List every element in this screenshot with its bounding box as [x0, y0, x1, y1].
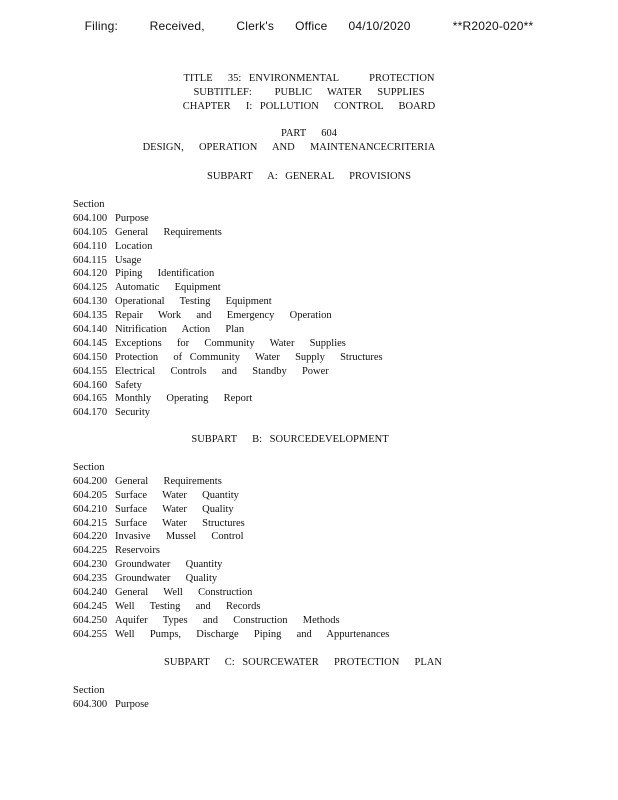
- subpart-c-heading: SUBPART C: SOURCEWATER PROTECTION PLAN: [164, 657, 442, 668]
- section-title: Groundwater Quantity: [115, 559, 223, 571]
- section-title: Operational Testing Equipment: [115, 296, 272, 308]
- section-number: 604.170: [73, 407, 108, 419]
- section-number: 604.240: [73, 587, 108, 599]
- section-number: 604.160: [73, 379, 108, 391]
- section-row: [73, 558, 593, 572]
- section-number: 604.120: [73, 268, 108, 280]
- section-number: 604.125: [73, 282, 108, 294]
- section-row: [73, 365, 593, 379]
- section-number: 604.220: [73, 531, 108, 543]
- section-label: Section: [73, 685, 105, 696]
- section-number: 604.235: [73, 573, 108, 585]
- section-number: 604.110: [73, 240, 107, 252]
- section-row: [73, 698, 593, 712]
- section-title: Invasive Mussel Control: [115, 531, 244, 543]
- section-number: 604.115: [73, 254, 107, 266]
- section-number: 604.155: [73, 365, 108, 377]
- section-number: 604.165: [73, 393, 108, 405]
- section-row: [73, 544, 593, 558]
- section-title: General Requirements: [115, 475, 222, 487]
- section-title: Surface Water Structures: [115, 517, 245, 529]
- section-title: Piping Identification: [115, 268, 215, 280]
- section-row: [73, 281, 593, 295]
- section-title: Repair Work and Emergency Operation: [115, 310, 332, 322]
- section-row: [73, 503, 593, 517]
- section-title: Location: [115, 240, 153, 252]
- section-title: Purpose: [115, 212, 149, 224]
- section-number: 604.140: [73, 324, 108, 336]
- section-title: Surface Water Quality: [115, 503, 234, 515]
- section-title: Well Testing and Records: [115, 600, 261, 612]
- section-row: [73, 614, 593, 628]
- section-row: [73, 475, 593, 489]
- section-number: 604.130: [73, 296, 108, 308]
- section-row: [73, 628, 593, 642]
- section-row: [73, 240, 593, 254]
- section-number: 604.100: [73, 212, 108, 224]
- subpart-b-section-list: [73, 461, 593, 642]
- section-title: Monthly Operating Report: [115, 393, 253, 405]
- subpart-a-heading: SUBPART A: GENERAL PROVISIONS: [207, 171, 411, 182]
- section-title: Reservoirs: [115, 545, 160, 557]
- section-title: Exceptions for Community Water Supplies: [115, 337, 346, 349]
- title-line: TITLE 35: ENVIRONMENTAL PROTECTION: [183, 73, 435, 84]
- section-number: 604.230: [73, 559, 108, 571]
- section-title: Automatic Equipment: [115, 282, 221, 294]
- section-number: 604.105: [73, 226, 108, 238]
- section-row: [73, 337, 593, 351]
- section-number: 604.135: [73, 310, 108, 322]
- section-row: [73, 309, 593, 323]
- section-row: [73, 572, 593, 586]
- section-title: Security: [115, 407, 150, 419]
- section-title: Nitrification Action Plan: [115, 324, 245, 336]
- chapter-line: CHAPTER I: POLLUTION CONTROL BOARD: [182, 101, 436, 112]
- section-title: Well Pumps, Discharge Piping and Appurtenances: [115, 628, 390, 640]
- section-row: [73, 212, 593, 226]
- section-title: Purpose: [115, 698, 149, 710]
- section-title: Usage: [115, 254, 142, 266]
- section-title: Electrical Controls and Standby Power: [115, 365, 329, 377]
- section-row: [73, 530, 593, 544]
- section-row: [73, 392, 593, 406]
- subpart-c-section-list: [73, 684, 593, 712]
- section-title: Aquifer Types and Construction Methods: [115, 614, 340, 626]
- part-name: DESIGN, OPERATION AND MAINTENANCECRITERIA: [142, 142, 436, 153]
- section-row: [73, 351, 593, 365]
- section-number: 604.205: [73, 489, 108, 501]
- section-number: 604.150: [73, 351, 108, 363]
- section-row: [73, 379, 593, 393]
- section-row: [73, 254, 593, 268]
- section-row: [73, 489, 593, 503]
- section-title: Groundwater Quality: [115, 573, 218, 585]
- section-label: Section: [73, 199, 105, 210]
- section-row: [73, 406, 593, 420]
- section-title: Protection of Community Water Supply Structures: [115, 351, 383, 363]
- section-number: 604.215: [73, 517, 108, 529]
- part-number: PART 604: [280, 128, 338, 139]
- section-number: 604.200: [73, 475, 108, 487]
- filing-header: Filing: Received, Clerk's Office 04/10/2020 **R2020-020**: [84, 19, 534, 33]
- section-row: [73, 295, 593, 309]
- section-title: Surface Water Quantity: [115, 489, 239, 501]
- section-number: 604.300: [73, 698, 108, 710]
- section-number: 604.145: [73, 337, 108, 349]
- section-label: Section: [73, 462, 105, 473]
- section-row: [73, 586, 593, 600]
- section-number: 604.245: [73, 600, 108, 612]
- subpart-b-heading: SUBPART B: SOURCEDEVELOPMENT: [191, 434, 389, 445]
- section-number: 604.250: [73, 614, 108, 626]
- section-row: [73, 323, 593, 337]
- section-title: General Requirements: [115, 226, 222, 238]
- subpart-a-section-list: [73, 198, 593, 420]
- section-row: [73, 517, 593, 531]
- subtitle-line: SUBTITLEF: PUBLIC WATER SUPPLIES: [193, 87, 425, 98]
- section-title: Safety: [115, 379, 142, 391]
- section-number: 604.210: [73, 503, 108, 515]
- section-title: General Well Construction: [115, 587, 253, 599]
- section-row: [73, 600, 593, 614]
- section-number: 604.225: [73, 545, 108, 557]
- section-number: 604.255: [73, 628, 108, 640]
- section-row: [73, 267, 593, 281]
- section-row: [73, 226, 593, 240]
